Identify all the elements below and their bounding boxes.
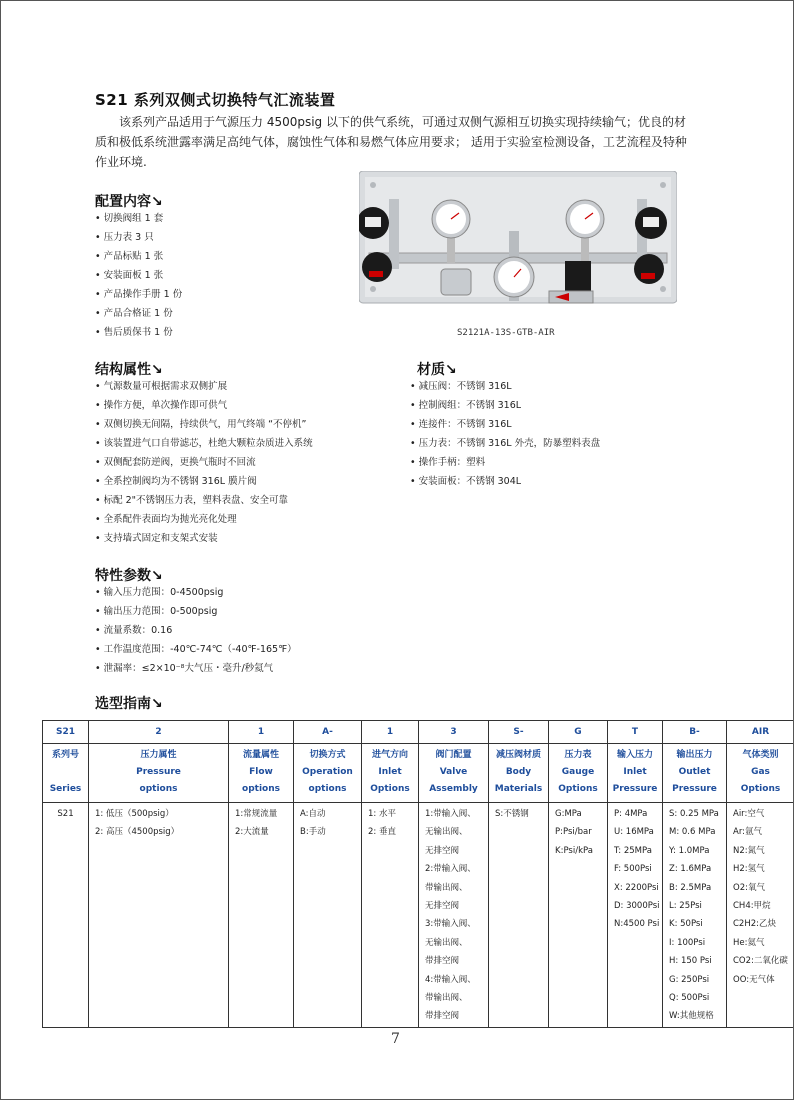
option-line: H2:氢气: [733, 864, 765, 875]
option-line: Ar:氩气: [733, 827, 763, 838]
option-line: K:Psi/kPa: [555, 845, 593, 856]
config-item: • 售后质保书 1 份: [95, 323, 182, 342]
header-cell: [419, 744, 489, 803]
header-cell: [727, 744, 794, 803]
header-line: options: [242, 784, 280, 794]
option-line: CH4:甲烷: [733, 900, 771, 911]
option-line: I: 100Psi: [669, 937, 706, 948]
option-line: Y: 1.0MPa: [669, 845, 710, 856]
filter-housing: [441, 269, 471, 295]
material-heading: 材质↘: [417, 362, 457, 378]
valve-knob-right-top: [635, 207, 667, 239]
code-cell: B-: [663, 721, 727, 744]
option-line: C2H2:乙炔: [733, 919, 777, 930]
option-line: 4:带输入阀、: [425, 974, 476, 985]
header-line: 进气方向: [371, 750, 408, 760]
option-line: L: 25Psi: [669, 900, 702, 911]
material-item: • 连接件：不锈钢 316L: [410, 415, 600, 434]
config-item: • 安装面板 1 张: [95, 266, 182, 285]
option-line: 1: 低压（500psig）: [95, 809, 174, 819]
option-line: 无排空阀: [425, 900, 460, 911]
header-line: Series: [49, 784, 82, 794]
option-line: 2: 垂直: [368, 827, 396, 838]
option-line: S: 0.25 MPa: [669, 809, 719, 819]
option-cell: [43, 803, 89, 1028]
structure-list: [95, 377, 313, 548]
option-line: 无排空阀: [425, 845, 460, 856]
material-item: • 减压阀：不锈钢 316L: [410, 377, 600, 396]
header-cell: [294, 744, 362, 803]
header-cell: [229, 744, 294, 803]
option-line: H: 150 Psi: [669, 956, 712, 967]
code-cell: AIR: [727, 721, 794, 744]
option-line: P: 4MPa: [614, 809, 648, 819]
config-item: • 切换阀组 1 套: [95, 209, 182, 228]
header-cell: [608, 744, 663, 803]
header-line: Pressure: [672, 784, 717, 794]
code-cell: S21: [43, 721, 89, 744]
option-line: F: 500Psi: [614, 864, 652, 875]
option-line: 无输出阀、: [425, 937, 468, 948]
structure-item: • 操作方便，单次操作即可供气: [95, 396, 313, 415]
page-number: 7: [391, 1031, 400, 1047]
header-line: Assembly: [429, 784, 478, 794]
option-line: 1:带输入阀、: [425, 809, 476, 819]
product-photo: [359, 171, 677, 311]
option-line: U: 16MPa: [614, 827, 654, 838]
header-line: Outlet: [678, 767, 711, 777]
selection-guide-table: [42, 720, 794, 1028]
header-line: 压力属性: [140, 750, 177, 760]
option-cell: [362, 803, 419, 1028]
option-line: 2: 高压（4500psig）: [95, 827, 180, 838]
option-cell: [229, 803, 294, 1028]
header-line: 输入压力: [616, 750, 653, 760]
header-line: 阀门配置: [435, 750, 472, 760]
option-line: S:不锈钢: [495, 809, 529, 819]
header-line: options: [308, 784, 347, 794]
structure-item: • 支持墙式固定和支架式安装: [95, 529, 313, 548]
structure-item: • 气源数量可根据需求双侧扩展: [95, 377, 313, 396]
option-line: G:MPa: [555, 809, 582, 819]
header-line: 系列号: [51, 750, 79, 760]
code-cell: 1: [229, 721, 294, 744]
header-line: 流量属性: [242, 750, 279, 760]
intro-paragraph: 该系列产品适用于气源压力 4500psig 以下的供气系统，可通过双侧气源相互切换实现持续输气；优良的材质和极低系统泄露率满足高纯气体，腐蚀性气体和易燃气体应用要求； 适用于实验室检测设备，工艺流程及特种作业环境.: [95, 115, 687, 169]
option-cell: [294, 803, 362, 1028]
header-line: 压力表: [564, 750, 592, 760]
header-line: Options: [740, 784, 781, 794]
header-line: Inlet: [623, 767, 647, 777]
option-line: B: 2.5MPa: [669, 882, 712, 893]
option-line: B:手动: [300, 827, 326, 838]
material-item: • 控制阀组：不锈钢 316L: [410, 396, 600, 415]
specs-item: • 泄漏率：≤2×10⁻⁸大气压・毫升/秒氦气: [95, 659, 297, 678]
header-line: Materials: [494, 784, 543, 794]
option-line: 1:常规流量: [235, 809, 278, 819]
option-cell: [89, 803, 229, 1028]
code-cell: 1: [362, 721, 419, 744]
option-line: 2:大流量: [235, 827, 269, 838]
photo-caption: S2121A-13S-GTB-AIR: [457, 328, 555, 338]
structure-item: • 全系控制阀均为不锈钢 316L 膜片阀: [95, 472, 313, 491]
option-line: 无输出阀、: [425, 827, 468, 838]
code-cell: T: [608, 721, 663, 744]
option-line: 1: 水平: [368, 809, 396, 819]
option-line: Z: 1.6MPa: [669, 864, 712, 875]
option-line: N2:氮气: [733, 845, 765, 856]
header-line: Options: [370, 784, 410, 794]
option-cell: [549, 803, 608, 1028]
header-line: Inlet: [378, 767, 402, 777]
material-list: [410, 377, 600, 491]
option-line: O2:氧气: [733, 882, 765, 893]
option-line: 2:带输入阀、: [425, 864, 476, 875]
code-cell: 3: [419, 721, 489, 744]
header-line: Body: [505, 767, 532, 777]
specs-heading: 特性参数↘: [95, 568, 163, 584]
option-line: P:Psi/bar: [555, 827, 592, 838]
header-cell: [43, 744, 89, 803]
structure-item: • 该装置进气口自带滤芯，杜绝大颗粒杂质进入系统: [95, 434, 313, 453]
structure-item: • 双侧切换无间隔，持续供气，用气终端 “不停机”: [95, 415, 313, 434]
header-line: [43, 764, 88, 781]
config-item: • 压力表 3 只: [95, 228, 182, 247]
header-line: 输出压力: [676, 750, 713, 760]
option-line: 带输出阀、: [425, 882, 468, 893]
option-line: D: 3000Psi: [614, 900, 660, 911]
option-line: 带排空阀: [425, 1011, 460, 1022]
option-line: CO2:二氧化碳: [733, 956, 788, 967]
config-list: [95, 209, 182, 342]
code-cell: 2: [89, 721, 229, 744]
material-item: • 操作手柄：塑料: [410, 453, 600, 472]
regulator-knob-right: [634, 254, 664, 284]
guide-heading: 选型指南↘: [95, 696, 163, 712]
structure-item: • 标配 2"不锈钢压力表，塑料表盘、安全可靠: [95, 491, 313, 510]
specs-item: • 工作温度范围：-40℃-74℃（-40℉-165℉）: [95, 640, 297, 659]
option-cell: [663, 803, 727, 1028]
option-line: 带排空阀: [425, 956, 460, 967]
material-item: • 压力表：不锈钢 316L 外壳，防暴塑料表盘: [410, 434, 600, 453]
header-line: Pressure: [612, 784, 658, 794]
option-line: N:4500 Psi: [614, 919, 660, 930]
header-line: Options: [558, 784, 598, 794]
option-line: Air:空气: [733, 809, 765, 819]
page-title: S21 系列双侧式切换特气汇流装置: [95, 91, 336, 109]
regulator-knob-left: [362, 252, 392, 282]
option-cell: [608, 803, 663, 1028]
option-line: W:其他规格: [669, 1011, 714, 1022]
header-cell: [489, 744, 549, 803]
config-heading: 配置内容↘: [95, 194, 163, 210]
config-item: • 产品操作手册 1 份: [95, 285, 182, 304]
option-line: G: 250Psi: [669, 974, 710, 985]
option-line: OO:无气体: [733, 974, 775, 985]
option-line: 3:带输入阀、: [425, 919, 476, 930]
header-cell: [663, 744, 727, 803]
header-line: 气体类别: [742, 750, 779, 760]
header-line: 减压阀材质: [495, 750, 541, 760]
specs-item: • 输出压力范围：0-500psig: [95, 602, 297, 621]
option-line: S21: [57, 809, 74, 819]
header-line: Valve: [439, 767, 468, 777]
header-line: Gauge: [561, 767, 595, 777]
structure-item: • 全系配件表面均为抛光亮化处理: [95, 510, 313, 529]
option-line: X: 2200Psi: [614, 882, 659, 893]
option-line: A:自动: [300, 809, 326, 819]
structure-heading: 结构属性↘: [95, 362, 163, 378]
specs-item: • 输入压力范围：0-4500psig: [95, 583, 297, 602]
code-cell: G: [549, 721, 608, 744]
option-line: M: 0.6 MPa: [669, 827, 716, 838]
config-item: • 产品合格证 1 份: [95, 304, 182, 323]
specs-list: [95, 583, 297, 678]
code-cell: S-: [489, 721, 549, 744]
option-cell: [489, 803, 549, 1028]
header-cell: [549, 744, 608, 803]
header-line: Flow: [249, 767, 273, 777]
header-line: Gas: [751, 767, 770, 777]
option-line: T: 25MPa: [614, 845, 652, 856]
header-line: 切换方式: [309, 750, 346, 760]
code-cell: A-: [294, 721, 362, 744]
option-line: 带输出阀、: [425, 992, 468, 1003]
option-cell: [727, 803, 794, 1028]
header-cell: [362, 744, 419, 803]
header-line: Operation: [302, 767, 353, 777]
option-line: K: 50Psi: [669, 919, 703, 930]
config-item: • 产品标贴 1 张: [95, 247, 182, 266]
material-item: • 安装面板：不锈钢 304L: [410, 472, 600, 491]
header-line: options: [139, 784, 178, 794]
header-line: Pressure: [136, 767, 181, 777]
specs-item: • 流量系数：0.16: [95, 621, 297, 640]
structure-item: • 双侧配套防逆阀，更换气瓶时不回流: [95, 453, 313, 472]
option-line: Q: 500Psi: [669, 992, 710, 1003]
option-cell: [419, 803, 489, 1028]
option-line: He:氦气: [733, 937, 765, 948]
header-cell: [89, 744, 229, 803]
